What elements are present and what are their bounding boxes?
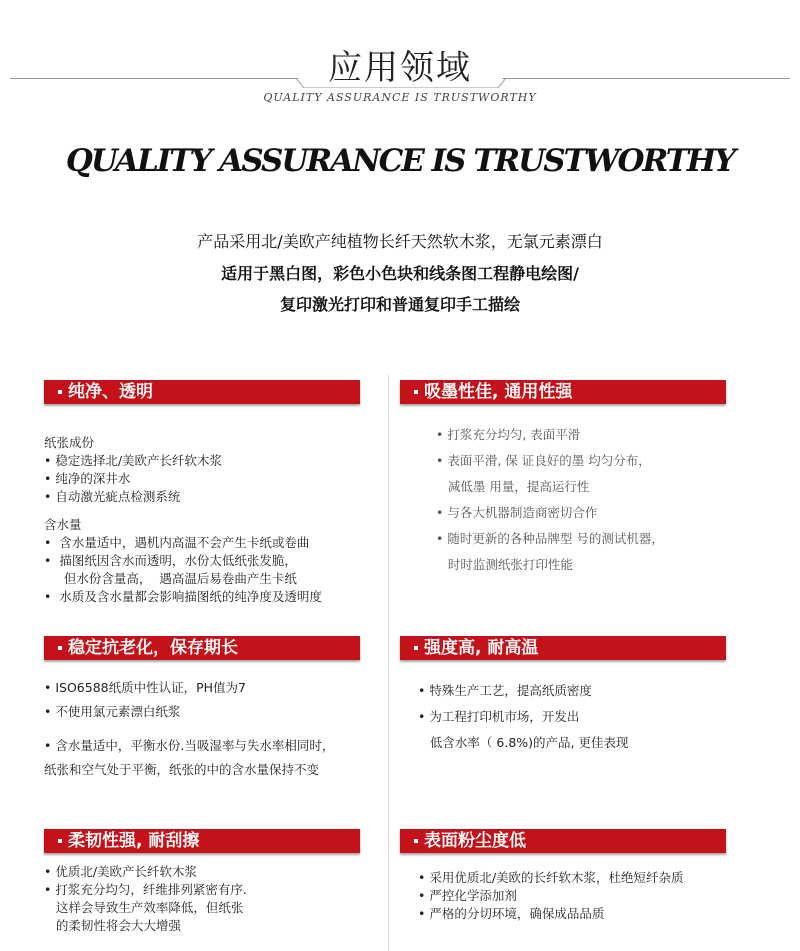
intro-line-2: 适用于黑白图，彩色小色块和线条图工程静电绘图/ — [221, 264, 579, 283]
panel-banner — [400, 380, 726, 404]
panel-body — [44, 676, 384, 782]
heading-rule-notch — [296, 78, 506, 88]
panel-banner — [44, 829, 360, 853]
panel-body — [44, 434, 384, 606]
panel-line: • 为工程打印机市场，开发出 — [418, 709, 580, 724]
panel-title: 纯净、透明 — [68, 382, 153, 402]
panel-line: • 特殊生产工艺，提高纸质密度 — [418, 683, 592, 698]
panel-line: 这样会导致生产效率降低，但纸张 — [44, 900, 244, 915]
feature-panel-anti-aging — [44, 636, 384, 782]
feature-panel-flexibility — [44, 829, 384, 935]
panel-line: 减低墨 用量，提高运行性 — [436, 479, 590, 494]
panel-line: 含水量 — [44, 517, 82, 532]
panel-spacer — [44, 724, 384, 734]
panel-line: • 采用优质北/美欧的长纤软木浆，杜绝短纤杂质 — [418, 870, 684, 885]
panel-banner — [44, 380, 360, 404]
panel-line: 时时监测纸张打印性能 — [436, 557, 573, 572]
main-title: QUALITY ASSURANCE IS TRUSTWORTHY — [65, 143, 735, 179]
panel-line: 纸张和空气处于平衡，纸张的中的含水量保持不变 — [44, 762, 320, 777]
heading-subtitle: QUALITY ASSURANCE IS TRUSTWORTHY — [263, 91, 537, 104]
panel-line: • ISO6588纸质中性认证，PH值为7 — [44, 680, 247, 695]
panel-line: • 稳定选择北/美欧产长纤软木浆 — [44, 453, 223, 468]
panel-line: • 含水量适中，遇机内高温不会产生卡纸或卷曲 — [44, 535, 310, 550]
panel-title: 表面粉尘度低 — [424, 831, 526, 851]
panel-banner — [400, 829, 726, 853]
bullet-square-icon — [58, 646, 62, 650]
panel-line: • 与各大机器制造商密切合作 — [436, 505, 598, 520]
bullet-square-icon — [58, 390, 62, 394]
panel-line: • 不使用氯元素漂白纸浆 — [44, 704, 181, 719]
intro-line-3: 复印激光打印和普通复印手工描绘 — [279, 295, 520, 314]
heading-rule-right — [502, 78, 790, 79]
panel-title: 稳定抗老化，保存期长 — [68, 638, 238, 658]
feature-panel-purity — [44, 380, 384, 606]
panel-line: • 打浆充分均匀，纤维排列紧密有序. — [44, 882, 247, 897]
column-divider — [388, 375, 389, 951]
heading-rule-left — [10, 78, 298, 79]
bullet-square-icon — [414, 390, 418, 394]
panel-title: 柔韧性强, 耐刮擦 — [68, 831, 200, 851]
feature-panel-low-dust — [400, 829, 740, 923]
panel-line: • 自动激光疵点检测系统 — [44, 489, 181, 504]
panel-line: • 随时更新的各种品牌型 号的测试机器， — [436, 531, 664, 546]
panel-line: • 严控化学添加剂 — [418, 888, 517, 903]
panel-line: • 含水量适中，平衡水份.当吸湿率与失水率相同时， — [44, 738, 335, 753]
panel-body — [400, 678, 740, 756]
panel-title: 吸墨性佳, 通用性强 — [424, 382, 573, 402]
panel-spacer — [44, 506, 384, 516]
panel-line: • 水质及含水量都会影响描图纸的纯净度及透明度 — [44, 589, 322, 604]
panel-line: 的柔韧性将会大大增强 — [44, 918, 181, 933]
panel-body — [400, 869, 740, 923]
panel-line: • 优质北/美欧产长纤软木浆 — [44, 864, 198, 879]
feature-panel-ink-absorption — [400, 380, 740, 578]
panel-banner — [400, 636, 726, 660]
panel-line: • 打浆充分均匀, 表面平滑 — [436, 427, 581, 442]
panel-body — [400, 422, 740, 578]
bullet-square-icon — [414, 646, 418, 650]
panel-line: • 严格的分切环境，确保成品品质 — [418, 906, 605, 921]
panel-line: 纸张成份 — [44, 435, 95, 450]
panel-banner — [44, 636, 360, 660]
bullet-square-icon — [58, 839, 62, 843]
feature-panel-strength — [400, 636, 740, 756]
panel-line: • 纯净的深井水 — [44, 471, 131, 486]
panel-line: 低含水率（ 6.8%)的产品, 更佳表现 — [418, 735, 629, 750]
bullet-square-icon — [414, 839, 418, 843]
panel-title: 强度高, 耐高温 — [424, 638, 539, 658]
section-heading: 应用领域 — [328, 48, 472, 88]
panel-body — [44, 863, 384, 935]
intro-line-1: 产品采用北/美欧产纯植物长纤天然软木浆，无氯元素漂白 — [197, 232, 603, 251]
panel-line: • 描图纸因含水而透明，水份太低纸张发脆， — [44, 553, 297, 568]
panel-line: 但水份含量高， 遇高温后易卷曲产生卡纸 — [44, 571, 297, 586]
panel-line: • 表面平滑, 保 证良好的墨 均匀分布， — [436, 453, 651, 468]
